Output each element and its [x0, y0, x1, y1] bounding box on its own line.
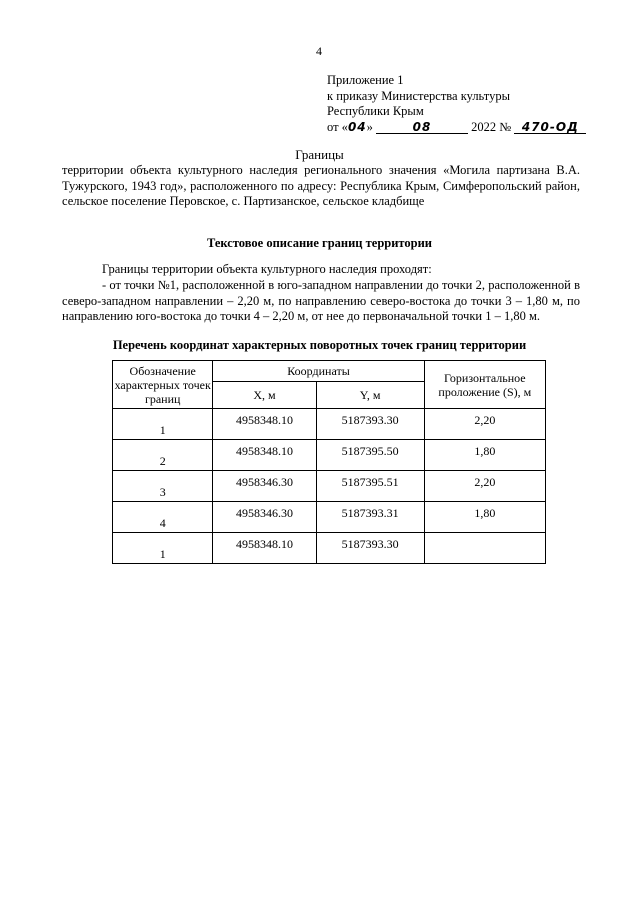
coordinates-table-title: Перечень координат характерных поворотных точек границ территории: [112, 338, 527, 352]
cell-x: 4958348.10: [213, 440, 316, 471]
cell-y: 5187393.31: [316, 502, 424, 533]
cell-y: 5187393.30: [316, 533, 424, 564]
table-row: [113, 471, 546, 502]
header-x: X, м: [213, 382, 316, 409]
table-row: [113, 533, 546, 564]
text-description-heading: Текстовое описание границ территории: [206, 236, 433, 250]
cell-x: 4958346.30: [213, 502, 316, 533]
header-y: Y, м: [316, 382, 424, 409]
order-date-line: [327, 120, 586, 136]
header-coordinates: Координаты: [213, 361, 424, 382]
boundary-paragraph-2: - от точки №1, расположенной в юго-западном направлении до точки 2, расположенной в северо-западном направлении – 2,20 м, по направлению северо-востока до точки 3 – 1,80 м, по направлению юго-востока до точки 4 – 2,20 м, от нее до первоначальной точки 1 – 1,80 м.: [62, 278, 580, 323]
header-horizontal: Горизонтальное проложение (S), м: [424, 361, 545, 409]
page-title: Границы: [295, 147, 344, 162]
cell-y: 5187395.51: [316, 471, 424, 502]
order-number: 470-ОД: [514, 121, 586, 134]
cell-s: 2,20: [424, 409, 545, 440]
coordinates-table: [112, 360, 546, 564]
cell-point: 4: [113, 502, 213, 533]
cell-point: 1: [113, 409, 213, 440]
day-suffix: »: [366, 119, 373, 134]
date-prefix: от «: [327, 119, 348, 134]
cell-point: 3: [113, 471, 213, 502]
cell-x: 4958346.30: [213, 471, 316, 502]
page-number: 4: [316, 44, 322, 58]
cell-s: 2,20: [424, 471, 545, 502]
table-row: [113, 502, 546, 533]
cell-point: 1: [113, 533, 213, 564]
appendix-line-3: Республики Крым: [327, 104, 424, 118]
header-designation: Обозначение характерных точек границ: [113, 361, 213, 409]
cell-y: 5187393.30: [316, 409, 424, 440]
cell-s: 1,80: [424, 502, 545, 533]
appendix-block: [327, 73, 586, 135]
cell-y: 5187395.50: [316, 440, 424, 471]
appendix-line-2: к приказу Министерства культуры: [327, 88, 510, 103]
cell-point: 2: [113, 440, 213, 471]
cell-s: 1,80: [424, 440, 545, 471]
table-row: [113, 440, 546, 471]
cell-s: [424, 533, 545, 564]
appendix-line-1: Приложение 1: [327, 73, 404, 87]
number-sign: №: [499, 119, 512, 134]
table-row: [113, 409, 546, 440]
boundary-paragraph-1: Границы территории объекта культурного наследия проходят:: [102, 262, 432, 276]
order-month: 08: [376, 121, 468, 134]
cell-x: 4958348.10: [213, 533, 316, 564]
title-description: территории объекта культурного наследия регионального значения «Могила партизана В.А. Тужурского, 1943 год», расположенного по адресу: Республика Крым, Симферопольский район, сельское поселение Перовское, с. Партизанское, сельское кладбище: [62, 163, 580, 208]
cell-x: 4958348.10: [213, 409, 316, 440]
order-day: 04: [347, 119, 367, 134]
order-year: 2022: [471, 119, 497, 134]
